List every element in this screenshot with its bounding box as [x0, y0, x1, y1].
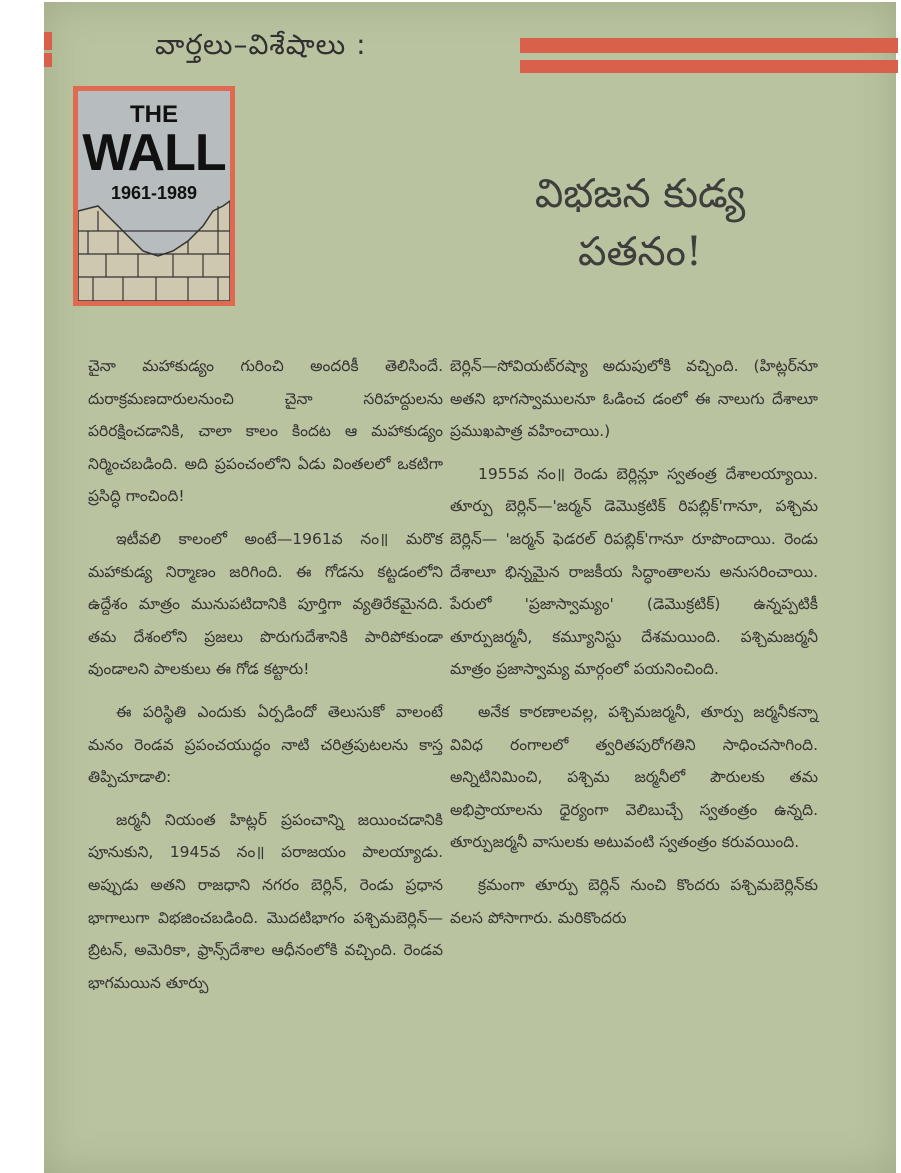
paragraph: బెర్లిన్—సోవియట్‌రష్యా అదుపులోకి వచ్చింది. (హిట్లర్‌నూ అతని భాగస్వాములనూ ఓడించ డంలో ఈ నాలుగు దేశాలూ ప్రముఖపాత్ర వహించాయి.) — [450, 357, 818, 441]
header-stripe — [520, 38, 898, 53]
left-column — [88, 350, 443, 1009]
broken-wall-icon — [78, 196, 230, 301]
article-title — [455, 165, 825, 281]
paragraph: క్రమంగా తూర్పు బెర్లిన్ నుంచి కొందరు పశ్చిమబెర్లిన్‌కు వలస పోసాగారు. మరికొందరు — [450, 875, 818, 927]
title-line-1: విభజన కుడ్య — [534, 171, 746, 217]
paragraph: ఈ పరిస్థితి ఎందుకు ఏర్పడిందో తెలుసుకో వాలంటే మనం రెండవ ప్రపంచయుద్ధం నాటి చరిత్రపుటలను కాస్త తిప్పిచూడాలి: — [88, 702, 443, 787]
title-line-2: పతనం! — [578, 229, 702, 275]
edge-mark — [44, 53, 52, 67]
header-stripe — [520, 60, 898, 73]
paragraph: జర్మనీ నియంత హిట్లర్ ప్రపంచాన్ని జయించడానికి పూనుకుని, 1945వ నం॥ పరాజయం పాలయ్యాడు. అప్పుడు అతని రాజధాని నగరం బెర్లిన్, రెండు ప్రధాన భాగాలుగా విభజించబడింది. మొదటిభాగం పశ్చిమబెర్లిన్— బ్రిటన్, అమెరికా, ఫ్రాన్స్‌దేశాల ఆధీనంలోకి వచ్చింది. రెండవ భాగమయిన తూర్పు — [88, 810, 443, 992]
logo-the: THE — [130, 101, 178, 128]
paragraph: 1955వ నం॥ రెండు బెర్లిన్లూ స్వతంత్ర దేశాలయ్యాయి. తూర్పు బెర్లిన్—'జర్మన్ డెమొక్రటిక్ రిపబ్లిక్'గానూ, పశ్చిమ బెర్లిన్— 'జర్మన్ ఫెడరల్ రిపబ్లిక్'గానూ రూపొందాయి. రెండు దేశాలూ భిన్నమైన రాజకీయ సిద్ధాంతాలను అనుసరించాయి. పేరులో 'ప్రజాస్వామ్యం' (డెమొక్రటిక్) ఉన్నప్పటికీ తూర్పుజర్మనీ, కమ్యూనిస్టు దేశమయింది. పశ్చిమజర్మనీ మాత్రం ప్రజాస్వామ్య మార్గంలో పయనించింది. — [450, 464, 818, 679]
paragraph: అనేక కారణాలవల్ల, పశ్చిమజర్మనీ, తూర్పు జర్మనీకన్నా వివిధ రంగాలలో త్వరితపురోగతిని సాధించసాగింది. అన్నిటినిమించి, పశ్చిమ జర్మనీలో పౌరులకు తమ అభిప్రాయాలను ధైర్యంగా వెలిబుచ్చే స్వతంత్రం ఉన్నది. తూర్పుజర్మనీ వాసులకు అటువంటి స్వతంత్రం కరువయింది. — [450, 702, 818, 852]
logo-panel — [78, 91, 230, 301]
edge-mark — [44, 32, 52, 50]
right-column — [450, 350, 818, 944]
logo-years: 1961-1989 — [110, 183, 198, 203]
section-heading: వార్తలు–విశేషాలు : — [155, 28, 367, 61]
the-wall-logo — [73, 86, 235, 306]
logo-wall: WALL — [82, 124, 226, 182]
paragraph: చైనా మహాకుడ్యం గురించి అందరికీ తెలిసిందే. దురాక్రమణదారులనుంచి చైనా సరిహద్దులను పరిరక్షించడానికి, చాలా కాలం కిందట ఆ మహాకుడ్యం నిర్మించబడింది. అది ప్రపంచంలోని ఏడు వింతలలో ఒకటిగా ప్రసిద్ధి గాంచింది! — [88, 357, 443, 506]
paragraph: ఇటీవలి కాలంలో అంటే—1961వ నం॥ మరొక మహాకుడ్య నిర్మాణం జరిగింది. ఈ గోడను కట్టడంలోని ఉద్దేశం మాత్రం మునుపటిదానికి పూర్తిగా వ్యతిరేకమైనది. తమ దేశంలోని ప్రజలు పొరుగుదేశానికి పారిపోకుండా వుండాలని పాలకులు ఈ గోడ కట్టారు! — [88, 529, 443, 679]
